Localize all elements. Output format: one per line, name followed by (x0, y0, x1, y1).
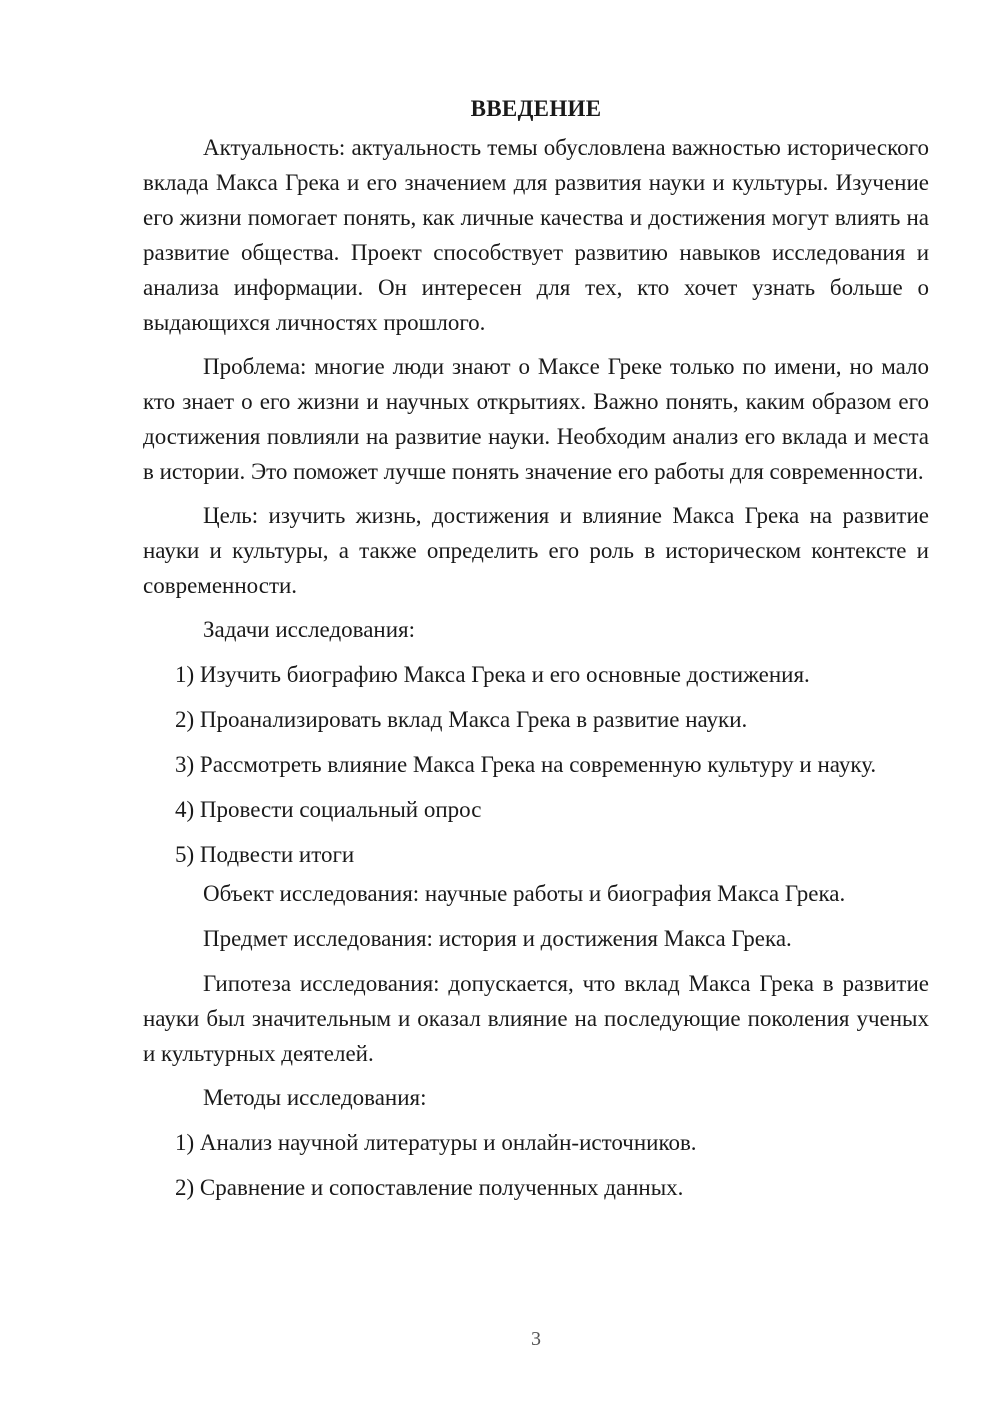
methods-heading: Методы исследования: (203, 1085, 427, 1110)
subject-paragraph: Предмет исследования: история и достижения Макса Грека. (203, 926, 792, 951)
tasks-heading: Задачи исследования: (203, 617, 416, 642)
hypothesis-paragraph: Гипотеза исследования: допускается, что вклад Макса Грека в развитие науки был значительным и оказал влияние на последующие поколения ученых и культурных деятелей. (143, 971, 929, 1066)
problem-paragraph: Проблема: многие люди знают о Максе Греке только по имени, но мало кто знает о его жизни и научных открытиях. Важно понять, каким образом его достижения повлияли на развитие науки. Необходим анализ его вклада и места в истории. Это поможет лучше понять значение его работы для современности. (143, 354, 929, 484)
object-paragraph: Объект исследования: научные работы и биография Макса Грека. (203, 881, 846, 906)
task-item-1: 1) Изучить биографию Макса Грека и его основные достижения. (175, 662, 810, 687)
task-item-3: 3) Рассмотреть влияние Макса Грека на современную культуру и науку. (175, 752, 877, 777)
task-item-2: 2) Проанализировать вклад Макса Грека в развитие науки. (175, 707, 748, 732)
goal-paragraph: Цель: изучить жизнь, достижения и влияние Макса Грека на развитие науки и культуры, а также определить его роль в историческом контексте и современности. (143, 503, 929, 598)
method-item-2: 2) Сравнение и сопоставление полученных данных. (175, 1175, 684, 1200)
task-item-5: 5) Подвести итоги (175, 842, 355, 867)
document-page (143, 92, 929, 1215)
relevance-paragraph: Актуальность: актуальность темы обусловлена важностью исторического вклада Макса Грека и его значением для развития науки и культуры. Изучение его жизни помогает понять, как личные качества и достижения могут влиять на развитие общества. Проект способствует развитию навыков исследования и анализа информации. Он интересен для тех, кто хочет узнать больше о выдающихся личностях прошлого. (143, 135, 929, 335)
method-item-1: 1) Анализ научной литературы и онлайн-источников. (175, 1130, 697, 1155)
page-number: 3 (531, 1328, 541, 1350)
task-item-4: 4) Провести социальный опрос (175, 797, 482, 822)
page-title: ВВЕДЕНИЕ (470, 96, 602, 121)
